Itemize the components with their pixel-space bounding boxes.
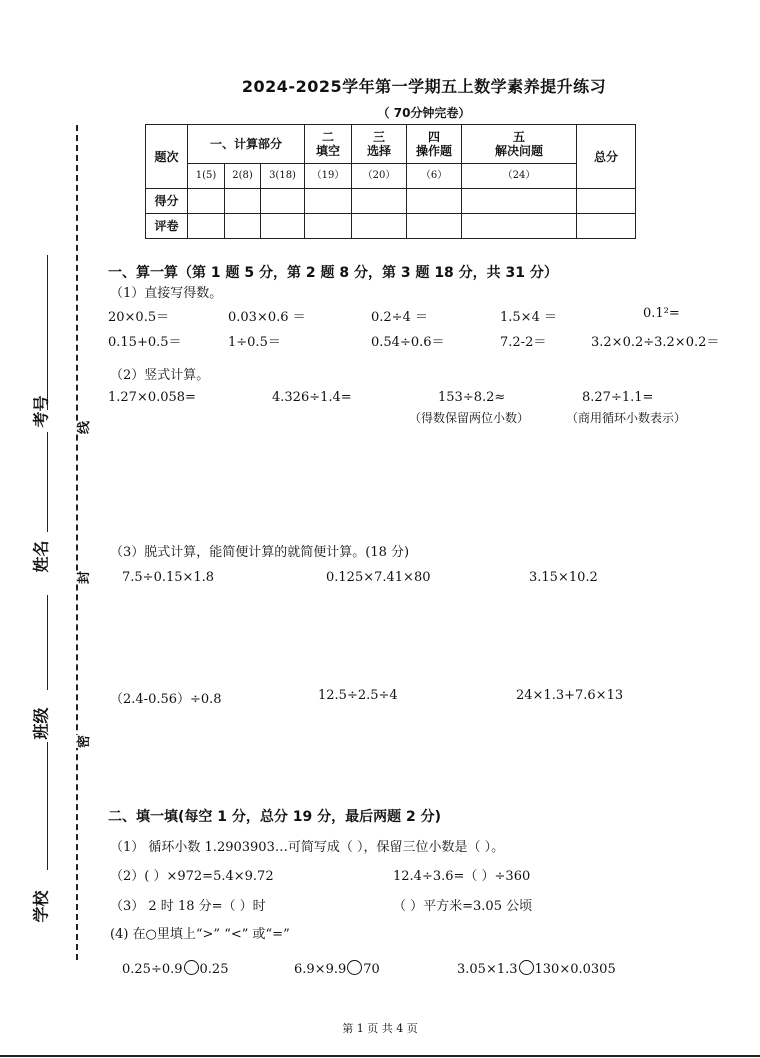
step-calc-item[interactable]: 12.5÷2.5÷4 <box>318 688 398 703</box>
review-cell[interactable] <box>225 214 261 239</box>
seal-char-feng: 封 <box>73 571 92 584</box>
fill-question-1[interactable]: （1） 循环小数 1.2903903…可简写成（ ），保留三位小数是（ ）。 <box>110 840 505 855</box>
seal-char-line: 线 <box>73 421 92 434</box>
score-table-points-choice: （20） <box>352 164 407 189</box>
school-blank <box>47 742 48 870</box>
compare-item: 6.9×9.9 70 <box>294 962 380 977</box>
compare-item: 3.05×1.3 130×0.0305 <box>457 962 616 977</box>
score-table-col-fill: 二 填空 <box>305 125 352 164</box>
review-cell[interactable] <box>352 214 407 239</box>
review-cell[interactable] <box>407 214 462 239</box>
page-footer: 第 1 页 共 4 页 <box>342 1022 418 1035</box>
score-table-points-solve: （24） <box>462 164 577 189</box>
fill-question-2b[interactable]: 12.4÷3.6=（ ）÷360 <box>393 869 531 884</box>
score-cell[interactable] <box>261 189 305 214</box>
oral-item[interactable]: 0.03×0.6 ＝ <box>228 310 306 325</box>
oral-item[interactable]: 20×0.5＝ <box>108 310 170 325</box>
score-table-points-operate: （6） <box>407 164 462 189</box>
review-cell[interactable] <box>577 214 636 239</box>
school-label: 学校 <box>31 890 51 923</box>
score-cell[interactable] <box>352 189 407 214</box>
score-table-col-solve: 五 解决问题 <box>462 125 577 164</box>
name-label: 姓名 <box>31 540 51 573</box>
oral-item[interactable]: 1÷0.5＝ <box>228 335 281 350</box>
step-calc-item[interactable]: 3.15×10.2 <box>529 570 598 585</box>
section1-part3-title: （3）脱式计算，能简便计算的就简便计算。(18 分) <box>110 545 410 560</box>
compare-circle[interactable] <box>347 960 362 975</box>
oral-item[interactable]: 0.15+0.5＝ <box>108 335 182 350</box>
oral-item[interactable]: 7.2-2＝ <box>500 335 547 350</box>
vertical-calc-item[interactable]: 1.27×0.058= <box>108 390 196 405</box>
compare-item: 0.25÷0.9 0.25 <box>122 962 229 977</box>
score-table-row-label: 题次 <box>146 125 188 189</box>
page-title: 2024-2025学年第一学期五上数学素养提升练习 <box>241 77 607 96</box>
oral-item[interactable]: 0.1²= <box>643 306 680 321</box>
score-table-points-2: 2(8) <box>225 164 261 189</box>
class-label: 班级 <box>31 707 51 740</box>
step-calc-item[interactable]: 0.125×7.41×80 <box>326 570 431 585</box>
oral-item[interactable]: 3.2×0.2÷3.2×0.2＝ <box>591 335 720 350</box>
score-table-points-1: 1(5) <box>188 164 225 189</box>
section1-part2-title: （2）竖式计算。 <box>110 368 210 383</box>
vertical-calc-item[interactable]: 4.326÷1.4= <box>272 390 352 405</box>
compare-circle[interactable] <box>519 960 534 975</box>
score-cell[interactable] <box>577 189 636 214</box>
score-table-review-label: 评卷 <box>146 214 188 239</box>
vertical-calc-note: （商用循环小数表示） <box>566 411 687 425</box>
score-table-score-label: 得分 <box>146 189 188 214</box>
section1-part1-title: （1）直接写得数。 <box>110 286 223 301</box>
class-blank <box>47 595 48 690</box>
score-table-points-3: 3(18) <box>261 164 305 189</box>
fill-question-3b[interactable]: （ ）平方米=3.05 公顷 <box>393 899 533 914</box>
score-cell[interactable] <box>188 189 225 214</box>
vertical-calc-item[interactable]: 8.27÷1.1= <box>582 390 654 405</box>
vertical-calc-note: （得数保留两位小数） <box>409 411 530 425</box>
name-blank <box>47 432 48 532</box>
compare-circle[interactable] <box>184 960 199 975</box>
step-calc-item[interactable]: （2.4-0.56）÷0.8 <box>110 692 222 707</box>
review-cell[interactable] <box>462 214 577 239</box>
review-cell[interactable] <box>305 214 352 239</box>
exam-no-blank <box>47 255 48 410</box>
seal-char-mi: 密 <box>73 735 92 748</box>
score-table-col-calc: 一、计算部分 <box>188 125 305 164</box>
score-table-points-fill: （19） <box>305 164 352 189</box>
score-table-col-operate: 四 操作题 <box>407 125 462 164</box>
score-table-col-choice: 三 选择 <box>352 125 407 164</box>
binding-dashed-line <box>76 125 78 960</box>
fill-question-4: (4) 在○里填上“>” “<” 或“=” <box>110 927 290 942</box>
oral-item[interactable]: 0.54÷0.6＝ <box>371 335 445 350</box>
score-table <box>145 124 636 239</box>
oral-item[interactable]: 1.5×4 ＝ <box>500 310 557 325</box>
score-cell[interactable] <box>462 189 577 214</box>
score-cell[interactable] <box>225 189 261 214</box>
exam-no-label: 考号 <box>31 395 51 428</box>
section2-heading: 二、填一填(每空 1 分，总分 19 分，最后两题 2 分) <box>108 809 442 825</box>
review-cell[interactable] <box>188 214 225 239</box>
score-cell[interactable] <box>305 189 352 214</box>
step-calc-item[interactable]: 7.5÷0.15×1.8 <box>122 570 215 585</box>
fill-question-2a[interactable]: （2）( ）×972=5.4×9.72 <box>110 869 274 884</box>
bottom-rule <box>0 1055 760 1057</box>
section1-heading: 一、算一算（第 1 题 5 分，第 2 题 8 分，第 3 题 18 分，共 31 分） <box>108 265 558 281</box>
step-calc-item[interactable]: 24×1.3+7.6×13 <box>516 688 624 703</box>
score-table-col-total: 总分 <box>577 125 636 189</box>
score-cell[interactable] <box>407 189 462 214</box>
fill-question-3a[interactable]: （3） 2 时 18 分=（ ）时 <box>110 899 266 914</box>
page-subtitle: （ 70分钟完卷） <box>377 106 471 120</box>
review-cell[interactable] <box>261 214 305 239</box>
oral-item[interactable]: 0.2÷4 ＝ <box>371 310 428 325</box>
vertical-calc-item[interactable]: 153÷8.2≈ <box>438 390 506 405</box>
